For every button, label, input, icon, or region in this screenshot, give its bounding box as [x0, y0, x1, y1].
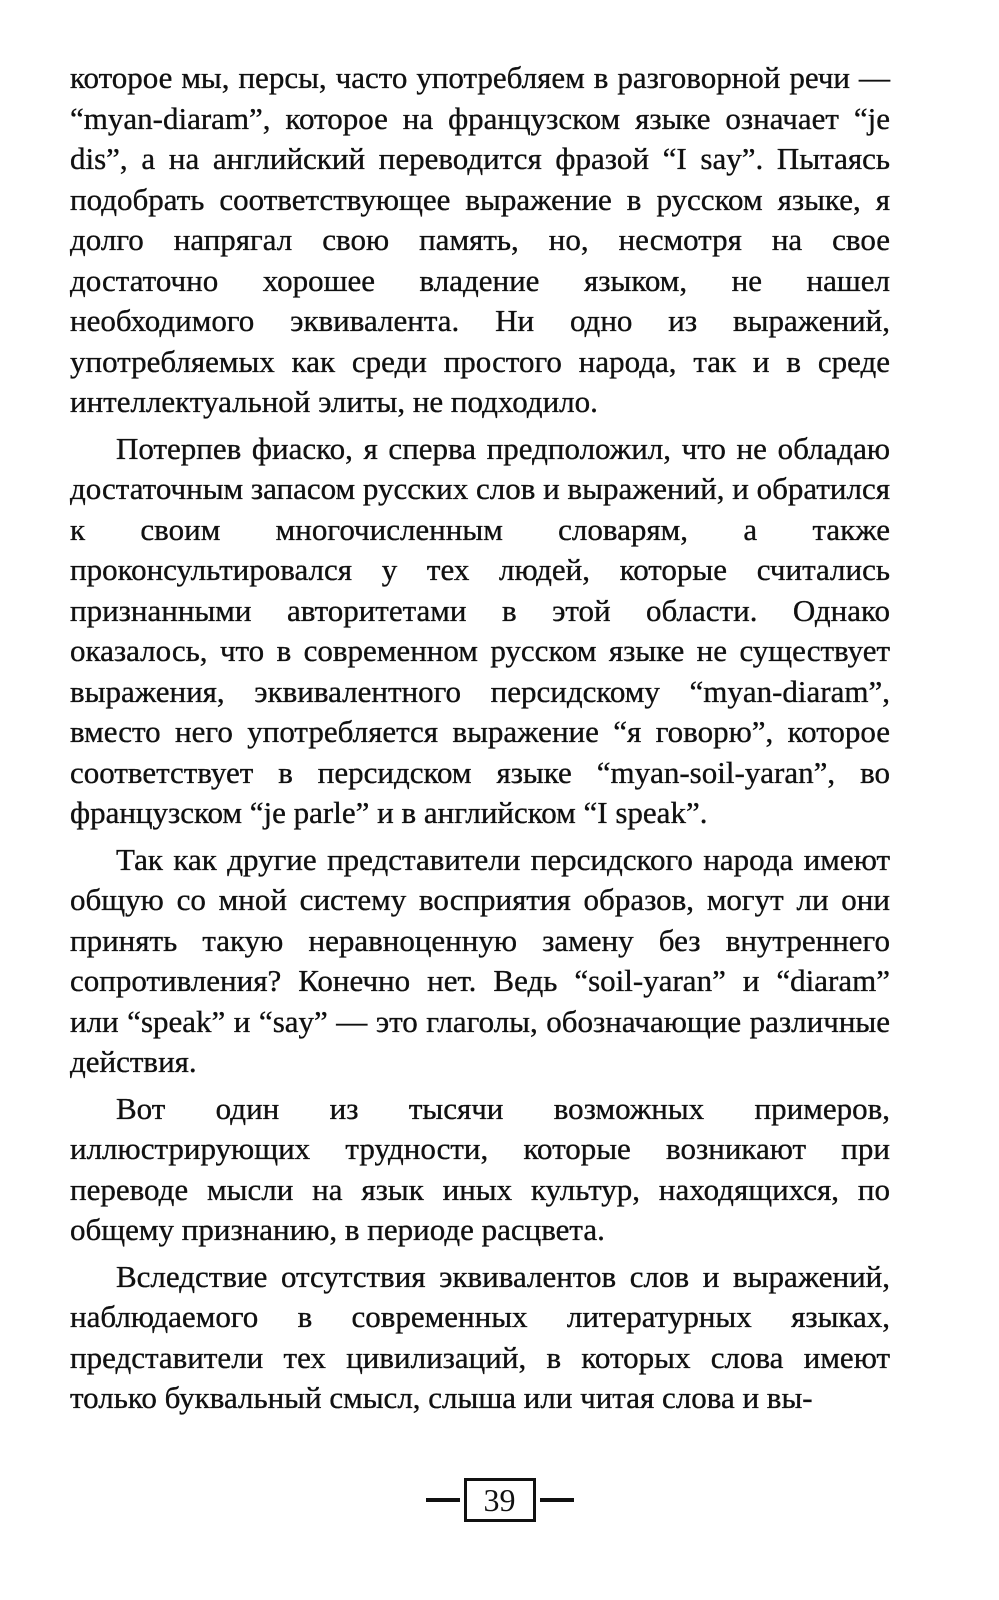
paragraph-2: Потерпев фиаско, я сперва предположил, что не обладаю достаточным запасом русских слов и выражений, и обратился к своим многочисленным словарям, а также проконсультировался у тех людей, которые считались признанными авторитетами в этой области. Однако оказалось, что в современном русском языке не существует выражения, эквивалентного персидскому “myan-diaram”, вместо него употребляется выражение “я говорю”, которое соответствует в персидском языке “myan-soil-yaran”, во французском “je parle” и в английском “I speak”.	[70, 430, 890, 830]
right-dash-decoration	[540, 1498, 574, 1502]
paragraph-4: Вот один из тысячи возможных примеров, иллюстрирующих трудности, которые возникают при переводе мысли на язык иных культур, находящихся, по общему признанию, в периоде расцвета.	[70, 1090, 890, 1247]
paragraph-1: которое мы, персы, часто употребляем в разговорной речи — “myan-diaram”, которое на французском языке означает “je dis”, а на английский переводится фразой “I say”. Пытаясь подобрать соответствующее выражение в русском языке, я долго напрягал свою память, но, несмотря на свое достаточно хорошее владение языком, не нашел необходимого эквивалента. Ни одно из выражений, употребляемых как среди простого народа, так и в среде интеллектуальной элиты, не подходило.	[70, 60, 890, 419]
paragraph-5: Вследствие отсутствия эквивалентов слов и выражений, наблюдаемого в современных литературных языках, представители тех цивилизаций, в которых слова имеют только буквальный смысл, слыша или читая слова и вы-	[70, 1258, 890, 1415]
body-text	[70, 58, 890, 1425]
page-footer	[0, 1478, 999, 1522]
paragraph-3: Так как другие представители персидского народа имеют общую со мной систему восприятия образов, могут ли они принять такую неравноценную замену без внутреннего сопротивления? Конечно нет. Ведь “soil-yaran” и “diaram” или “speak” и “say” — это глаголы, обозначающие различные действия.	[70, 841, 890, 1079]
page-number: 39	[464, 1478, 536, 1522]
left-dash-decoration	[426, 1498, 460, 1502]
